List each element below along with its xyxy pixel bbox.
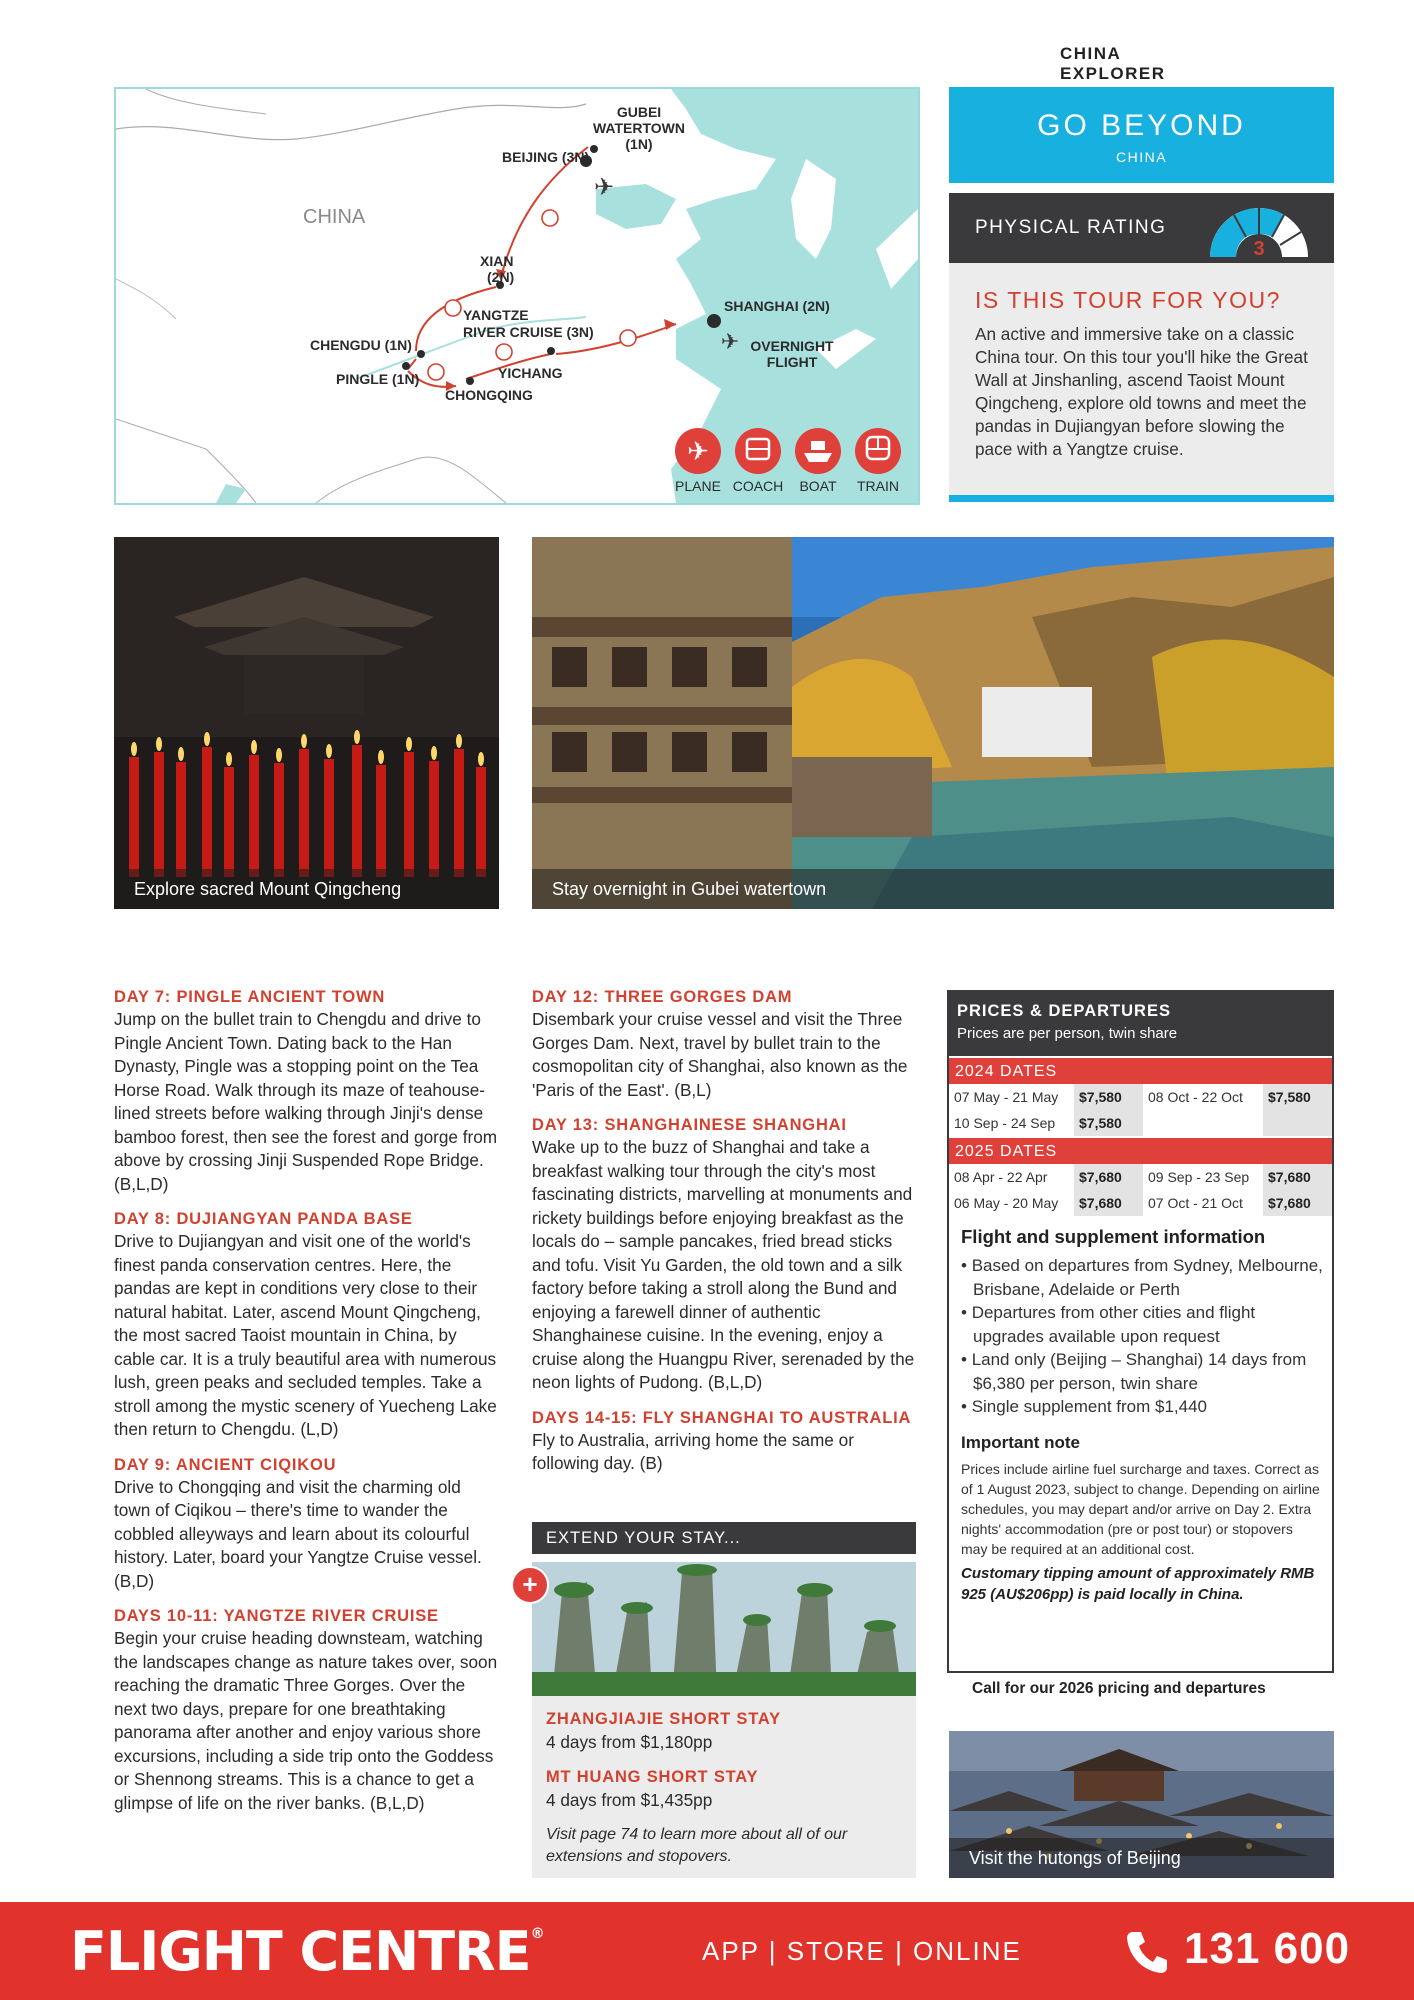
supplement-item: • Departures from other cities and flight upgrades available upon request	[961, 1303, 1256, 1346]
departure-date: 07 May - 21 May	[954, 1089, 1059, 1105]
map-label-yangtze: YANGTZE	[463, 307, 529, 323]
rating-gauge-icon	[1204, 197, 1314, 259]
svg-text:✈: ✈	[720, 329, 740, 354]
tour-for-you-question: IS THIS TOUR FOR YOU?	[975, 287, 1281, 313]
day-text: Wake up to the buzz of Shanghai and take a breakfast walking tour through the city's most fascinating districts, marvelling at monuments and rickety buildings before enjoying breakfast as the locals do – sample pancakes, fried bread sticks and tofu. Visit Yu Garden, the old town and a silk factory before taking a stroll along the Bund and enjoying a farewell dinner of authentic Shanghainese cuisine. In the evening, enjoy a cruise along the Huangpu River, serenaded by the neon lights of Pudong. (B,L,D)	[532, 1137, 915, 1392]
physical-rating-value: 3	[1253, 238, 1265, 259]
prices-header	[949, 992, 1332, 1056]
supplement-title: Flight and supplement information	[961, 1226, 1266, 1247]
extend-plus-icon: +	[511, 1566, 549, 1604]
photo-caption: Visit the hutongs of Beijing	[949, 1838, 1334, 1878]
legend-boat-label: BOAT	[799, 478, 837, 494]
extend-stay-panel	[532, 1696, 916, 1878]
boat-icon	[795, 428, 841, 474]
day-text: Jump on the bullet train to Chengdu and drive to Pingle Ancient Town. Dating back to the Han Dynasty, Pingle was a stopping point on the Tea Horse Road. Walk through its maze of teahouse-lined streets before walking through Jinji's dense bamboo forest, then see the forest and gorge from above by crossing Jinji Suspended Rope Bridge. (B,L,D)	[114, 1009, 498, 1194]
departure-date: 08 Apr - 22 Apr	[954, 1169, 1048, 1185]
extension-price: 4 days from $1,435pp	[546, 1790, 713, 1810]
departure-date: 06 May - 20 May	[954, 1195, 1059, 1211]
day-text: Drive to Dujiangyan and visit one of the world's finest panda conservation centres. Here, the pandas are kept in conditions very close to their natural habitat. Later, ascend Mount Qingcheng, the most sacred Taoist mountain in China, by cable car. It is a truly beautiful area with numerous lush, green peaks and secluded temples. Take a stroll among the mystic scenery of Yuecheng Lake then return to Chengdu. (L,D)	[114, 1231, 497, 1439]
page-header-title: CHINA EXPLORER	[1060, 44, 1166, 83]
prices-departures-box	[947, 990, 1334, 1673]
supplement-item: • Single supplement from $1,440	[961, 1397, 1207, 1416]
day-title: DAY 7: PINGLE ANCIENT TOWN	[114, 988, 386, 1006]
physical-rating-bar	[949, 193, 1334, 263]
departure-price: $7,680	[1263, 1190, 1332, 1216]
departure-price: $7,680	[1074, 1164, 1143, 1190]
tipping-note: Customary tipping amount of approximately RMB 925 (AU$206pp) is paid locally in China.	[961, 1564, 1315, 1603]
map-label-gubei-2: WATERTOWN	[592, 120, 686, 136]
map-label-overnight: OVERNIGHT	[750, 338, 834, 354]
map-label-xian-2: (2N)	[487, 269, 515, 285]
departure-date: 10 Sep - 24 Sep	[954, 1115, 1056, 1131]
svg-text:✈: ✈	[593, 174, 615, 201]
footer-bar	[0, 1902, 1414, 2000]
legend-train-label: TRAIN	[857, 478, 899, 494]
year-band-2025: 2025 DATES	[949, 1138, 1332, 1164]
important-note-text: Prices include airline fuel surcharge and taxes. Correct as of 1 August 2023, subject to change. Depending on airline schedules, you may depart and/or arrive on Day 2. Extra nights' accommodation (pre or post tour) or stopovers may be required at an additional cost.	[961, 1460, 1320, 1557]
photo-gubei-watertown	[532, 537, 1334, 909]
day-title: DAY 9: ANCIENT CIQIKOU	[114, 1455, 337, 1474]
departure-date	[1143, 1110, 1263, 1136]
flight-centre-logo[interactable]: FLIGHT CENTRE®	[70, 1920, 544, 1983]
map-label-chengdu: CHENGDU (1N)	[310, 337, 412, 353]
map-label-gubei-3: (1N)	[625, 136, 653, 152]
important-note-title: Important note	[961, 1432, 1080, 1452]
day-text: Drive to Chongqing and visit the charming old town of Ciqikou – there's time to wander the cobbled alleyways and learn about its colourful history. Later, board your Yangtze Cruise vessel. (B,D)	[114, 1476, 482, 1591]
departure-date: 08 Oct - 22 Oct	[1148, 1089, 1243, 1105]
footer-channels[interactable]: APP | STORE | ONLINE	[702, 1936, 1022, 1966]
route-map	[114, 87, 920, 505]
departure-price: $7,680	[1074, 1190, 1143, 1216]
go-beyond-banner	[949, 87, 1334, 183]
legend-plane-label: PLANE	[675, 478, 721, 494]
map-label-yichang: YICHANG	[498, 365, 563, 381]
extend-stay-header: EXTEND YOUR STAY...	[532, 1522, 916, 1554]
day-title: DAY 13: SHANGHAINESE SHANGHAI	[532, 1116, 847, 1134]
day-text: Disembark your cruise vessel and visit the Three Gorges Dam. Next, travel by bullet train to the cosmopolitan city of Shanghai, also known as the 'Paris of the East'. (B,L)	[532, 1009, 908, 1100]
go-beyond-title: GO BEYOND	[1037, 109, 1246, 142]
call-for-pricing: Call for our 2026 pricing and departures	[972, 1680, 1266, 1697]
photo-caption: Explore sacred Mount Qingcheng	[114, 869, 499, 909]
prices-title: PRICES & DEPARTURES	[957, 1002, 1171, 1020]
photo-zhangjiajie	[532, 1562, 916, 1696]
map-label-gubei: GUBEI	[616, 104, 662, 120]
day-title: DAY 8: DUJIANGYAN PANDA BASE	[114, 1210, 413, 1228]
extension-price: 4 days from $1,180pp	[546, 1732, 713, 1752]
map-country-label: CHINA	[303, 206, 366, 228]
departure-price: $7,680	[1263, 1164, 1332, 1190]
departure-price: $7,580	[1263, 1084, 1332, 1110]
day-text: Fly to Australia, arriving home the same or following day. (B)	[532, 1429, 854, 1473]
photo-hutongs-beijing	[949, 1731, 1334, 1878]
departure-price: $7,580	[1074, 1084, 1143, 1110]
day-title: DAYS 14-15: FLY SHANGHAI TO AUSTRALIA	[532, 1408, 912, 1427]
map-label-xian: XIAN	[480, 253, 514, 269]
supplement-item: • Based on departures from Sydney, Melbourne, Brisbane, Adelaide or Perth	[961, 1256, 1323, 1299]
map-label-pingle: PINGLE (1N)	[336, 371, 420, 387]
physical-rating-label: PHYSICAL RATING	[975, 217, 1167, 238]
map-label-yangtze-2: RIVER CRUISE (3N)	[463, 324, 594, 340]
map-label-chongqing: CHONGQING	[445, 387, 533, 403]
price-row	[949, 1110, 1332, 1136]
extension-title: MT HUANG SHORT STAY	[546, 1768, 759, 1786]
price-row	[949, 1190, 1332, 1216]
map-label-overnight-2: FLIGHT	[766, 354, 818, 370]
svg-text:✈: ✈	[687, 436, 709, 466]
phone-number[interactable]: 131 600	[1184, 1924, 1351, 1973]
itinerary-column-left	[114, 986, 499, 1827]
map-label-beijing: BEIJING (3N)	[502, 149, 590, 165]
departure-price: $7,580	[1074, 1110, 1143, 1136]
train-icon	[855, 428, 901, 474]
legend-coach-label: COACH	[732, 478, 784, 494]
price-row	[949, 1164, 1332, 1190]
price-row	[949, 1084, 1332, 1110]
supplement-item: • Land only (Beijing – Shanghai) 14 days from $6,380 per person, twin share	[961, 1350, 1307, 1393]
photo-caption: Stay overnight in Gubei watertown	[532, 869, 1334, 909]
tour-for-you-panel	[949, 263, 1334, 495]
day-title: DAYS 10-11: YANGTZE RIVER CRUISE	[114, 1607, 439, 1625]
go-beyond-subtitle: CHINA	[1115, 149, 1168, 165]
day-title: DAY 12: THREE GORGES DAM	[532, 988, 793, 1006]
map-label-shanghai: SHANGHAI (2N)	[724, 298, 830, 314]
departure-date: 09 Sep - 23 Sep	[1148, 1169, 1250, 1185]
prices-subtitle: Prices are per person, twin share	[957, 1025, 1178, 1042]
day-text: Begin your cruise heading downsteam, watching the landscapes change as nature takes over, soon reaching the dramatic Three Gorges. Over the next two days, prepare for one breathtaking panorama after another and enjoy various shore excursions, including a side trip onto the Goddess or Shennong streams. This is a chance to get a glimpse of life on the river banks. (B,L,D)	[114, 1628, 498, 1813]
tour-for-you-description: An active and immersive take on a classic China tour. On this tour you'll hike the Great Wall at Jinshanling, ascend Taoist Mount Qingcheng, explore old towns and meet the pandas in Dujiangyan before slowing the pace with a Yangtze cruise.	[975, 324, 1308, 459]
phone-icon	[1125, 1928, 1167, 1974]
year-band-2024: 2024 DATES	[949, 1058, 1332, 1084]
supplement-list	[959, 1254, 1332, 1419]
coach-icon	[735, 428, 781, 474]
panel-accent-bar	[949, 495, 1334, 502]
itinerary-column-middle	[532, 986, 916, 1488]
photo-mount-qingcheng	[114, 537, 499, 909]
departure-price	[1263, 1110, 1332, 1136]
extension-title: ZHANGJIAJIE SHORT STAY	[546, 1710, 781, 1728]
departure-date: 07 Oct - 21 Oct	[1148, 1195, 1243, 1211]
extension-note: Visit page 74 to learn more about all of our extensions and stopovers.	[546, 1826, 848, 1865]
